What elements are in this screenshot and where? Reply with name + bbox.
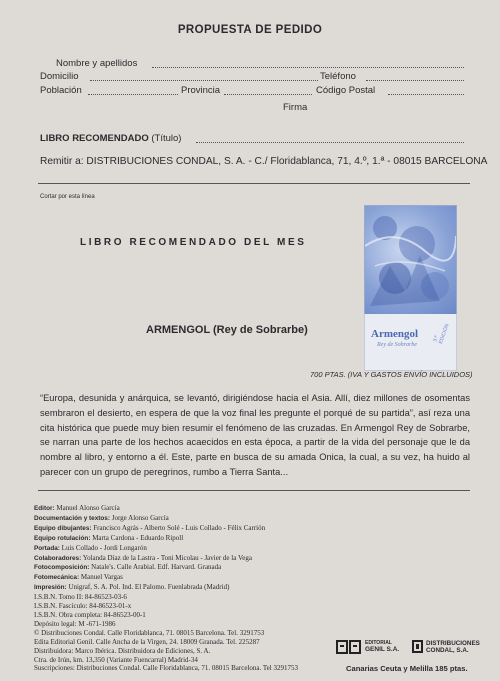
recommended-hint: (Título) [151, 133, 182, 144]
cut-line [38, 183, 470, 184]
name-field[interactable] [152, 67, 464, 68]
credit-line: Impresión: Unigraf, S. A. Pol. Ind. El Palomo. Fuenlabrada (Madrid) [34, 583, 230, 592]
credit-line: Distribuidora: Marco Ibérica. Distribuidora de Ediciones, S. A. [34, 646, 211, 655]
postal-label: Código Postal [316, 85, 376, 96]
cover-illustration [365, 206, 456, 315]
phone-label: Teléfono [320, 71, 356, 82]
credit-line: Depósito legal: M -671-1986 [34, 619, 116, 628]
recommended-title-field[interactable] [196, 142, 464, 143]
address-field[interactable] [90, 80, 318, 81]
book-title: ARMENGOL (Rey de Sobrarbe) [146, 324, 308, 336]
book-price: 700 PTAS. (IVA Y GASTOS ENVÍO INCLUIDOS) [310, 370, 473, 379]
credits-block [34, 504, 364, 673]
phone-field[interactable] [366, 80, 464, 81]
town-field[interactable] [88, 94, 178, 95]
credit-line: Fotomecánica: Manuel Vargas [34, 573, 123, 582]
genil-logo-line2: GENIL S.A. [365, 646, 400, 653]
province-label: Provincia [181, 85, 221, 96]
condal-logo [412, 640, 490, 654]
signature-label: Firma [283, 102, 308, 113]
credit-line: Editor: Manuel Alonso García [34, 504, 120, 512]
credit-line: Portada: Luis Collado - Jordi Longarón [34, 543, 147, 552]
name-label: Nombre y apellidos [56, 58, 138, 69]
credit-line: Equipo rotulación: Marta Cardona - Eduardo Ripoll [34, 533, 184, 542]
credit-line: Equipo dibujantes: Francisco Agrás - Alberto Solé - Luis Collado - Félix Carrión [34, 523, 266, 532]
cover-title: Armengol [371, 328, 419, 340]
condal-logo-line2: CONDAL, S.A. [426, 647, 469, 654]
credits-divider [38, 490, 470, 491]
send-to-address: Remitir a: DISTRIBUCIONES CONDAL, S. A. - C./ Floridablanca, 71, 4.º, 1.ª - 08015 BARCELONA [40, 156, 488, 167]
credit-line: I.S.B.N. Fascículo: 84-86523-01-x [34, 602, 132, 611]
genil-logo-mark [336, 640, 362, 654]
cover-subtitle: Rey de Sobrarbe [377, 342, 417, 348]
book-description: “Europa, desunida y anárquica, se levantó, dirigiéndose hacia el Asia. Allí, diez millones de osomentas sembraron el desierto, en espera de que la voz final les pregunte el porqué de su partida”, así reza una cita histórica que puede muy bien resumir el fenómeno de las cruzadas. En Armengol Rey de Sobrarbe, se narran una parte de los hechos acaecidos en esta época, a partir de la vida del personaje que le da nombre al libro, y entorno a él. Este, parte en busca de su amada Onica, la cual, a su vez, ha huido al parecer con un grupo de peregrinos, rumbo a Tierra Santa... [40, 393, 470, 477]
credit-line: Ctra. de Irún, km. 13,350 (Variante Fuencarral) Madrid-34 [34, 655, 198, 664]
recommended-label [40, 133, 181, 144]
credit-line: Colaboradores: Yolanda Díaz de la Lastra - Toni Micolau - Javier de la Vega [34, 553, 252, 562]
regional-price: Canarias Ceuta y Melilla 185 ptas. [346, 664, 468, 673]
book-cover-image [364, 205, 457, 316]
address-label: Domicilio [40, 71, 79, 82]
condal-logo-mark [412, 640, 423, 653]
credit-line: I.S.B.N. Obra completa: 84-86523-00-1 [34, 610, 146, 619]
town-label: Población [40, 85, 82, 96]
genil-logo-line1: EDITORIAL [365, 640, 392, 646]
province-field[interactable] [224, 94, 312, 95]
credit-line: I.S.B.N. Tomo II: 84-86523-03-6 [34, 593, 127, 602]
credit-line: Edita Editorial Genil. Calle Ancha de la Virgen, 24. 18009 Granada. Tel. 225287 [34, 637, 260, 646]
book-cover-lower [364, 314, 457, 371]
section-heading: LIBRO RECOMENDADO DEL MES [80, 237, 307, 248]
form-title: PROPUESTA DE PEDIDO [177, 24, 323, 36]
genil-logo [336, 640, 404, 654]
cover-edition: 3.ª EDICIÓN [432, 323, 451, 345]
cut-here-note: Cortar por esta línea [40, 194, 95, 200]
postal-field[interactable] [388, 94, 464, 95]
credit-line: © Distribuciones Condal. Calle Floridablanca, 71. 08015 Barcelona. Tel. 3291753 [34, 628, 265, 637]
credit-line: Documentación y textos: Jorge Alonso García [34, 513, 169, 522]
credit-line: Fotocomposición: Natale's. Calle Arabial. Edf. Harvard. Granada [34, 563, 222, 572]
credit-line: Suscripciones: Distribuciones Condal. Calle Floridablanca, 71. 08015 Barcelona. Tel 3291753 [34, 664, 298, 673]
condal-logo-line1: DISTRIBUCIONES [426, 640, 480, 647]
recommended-label-text: LIBRO RECOMENDADO [40, 133, 149, 144]
